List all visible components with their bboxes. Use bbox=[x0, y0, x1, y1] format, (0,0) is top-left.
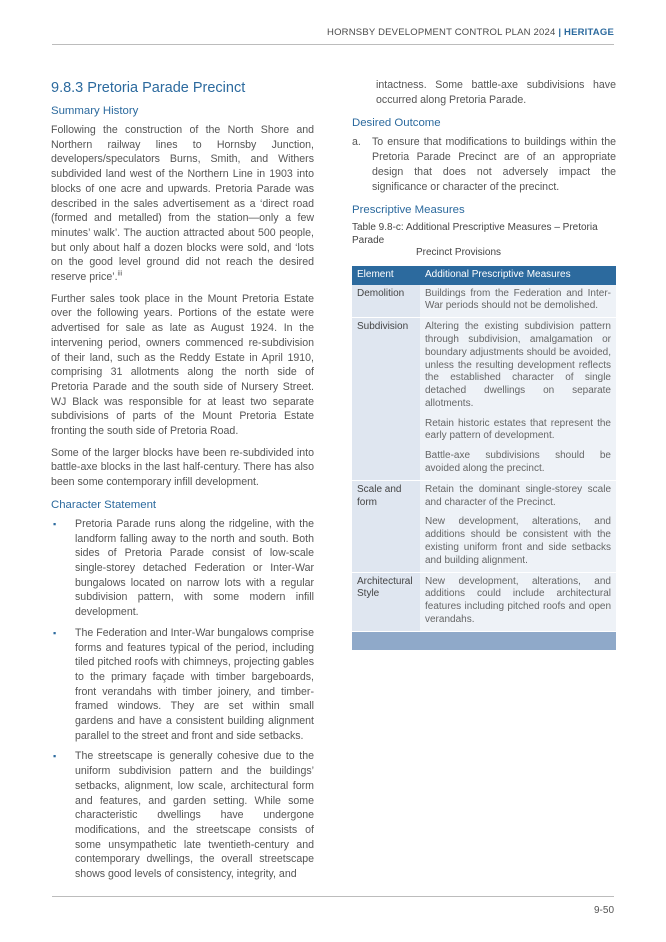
right-column bbox=[352, 78, 616, 651]
table-row bbox=[352, 285, 616, 318]
header-rule bbox=[52, 44, 614, 45]
prescriptive-measures-table bbox=[352, 266, 616, 651]
summary-paragraph-3: Some of the larger blocks have been re-subdivided into battle-axe blocks in the last half-century. There has also been some contemporary infill development. bbox=[51, 446, 314, 489]
element-cell: Subdivision bbox=[352, 318, 420, 481]
measures-cell: Retain the dominant single-storey scale and character of the Precinct. New development, alterations, and additions should be consistent with the existing uniform front and side setbacks and building alignment. bbox=[420, 480, 616, 572]
footer-rule bbox=[52, 896, 614, 897]
table-header-row bbox=[352, 266, 616, 285]
measures-cell: Altering the existing subdivision pattern through subdivision, amalgamation or boundary adjustments should be avoided, unless the resulting development reflects the established character of single detached dwellings on separate allotments. Retain historic estates that represent the early pattern of development. Battle-axe subdivisions should be avoided along the precinct. bbox=[420, 318, 616, 481]
list-item: ▪ The Federation and Inter-War bungalows comprise forms and features typical of the period, including tiled pitched roofs with chimneys, projecting gables to the primary façade with timber bargeboards, front verandahs with timber joinery, and timber-framed windows. They are set within small gardens and have a consistent building alignment parallel to the street and front and side setbacks. bbox=[53, 626, 314, 742]
header-separator: | bbox=[558, 27, 562, 38]
table-footer-row bbox=[352, 631, 616, 650]
section-heading: 9.8.3 Pretoria Parade Precinct bbox=[51, 80, 246, 96]
element-cell: Demolition bbox=[352, 285, 420, 318]
character-bullet-list bbox=[51, 517, 314, 882]
list-item: ▪ The streetscape is generally cohesive due to the uniform subdivision pattern and the buildings’ setbacks, alignment, low scale, architectural form and features, and garden setting. While some characteristic dwellings have undergone modifications, and the streetscape consists of some unsympathetic late twentieth-century and contemporary dwellings, the overall streetscape shows good levels of consistency, integrity, and bbox=[53, 750, 314, 881]
bullet-icon: ▪ bbox=[53, 518, 57, 529]
element-cell: Scale and form bbox=[352, 480, 420, 572]
list-item: ▪ Pretoria Parade runs along the ridgeline, with the landform falling away to the north and south. Both sides of Pretoria Parade consist of low-scale single-storey detached Federation or Inter-War bungalows located on narrow lots with a regular subdivision pattern, with some modern infill development. bbox=[53, 517, 314, 619]
table-row bbox=[352, 318, 616, 481]
section-name: HERITAGE bbox=[564, 27, 614, 38]
list-letter: a. bbox=[352, 136, 361, 149]
bullet-icon: ▪ bbox=[53, 627, 57, 638]
left-column bbox=[51, 78, 314, 888]
desired-outcome-heading: Desired Outcome bbox=[352, 117, 441, 130]
character-statement-heading: Character Statement bbox=[51, 498, 157, 511]
measures-cell: Buildings from the Federation and Inter-War periods should not be demolished. bbox=[420, 285, 616, 318]
summary-history-heading: Summary History bbox=[51, 105, 139, 117]
summary-paragraph-2: Further sales took place in the Mount Pretoria Estate over the following years. Portions of the estate were advertised for sale as late as August 1924. In the intervening period, owners commenced re-subdivision of their land, such as the Reddy Estate in April 1910, comprising 31 allotments along the north side of Pretoria Parade and the south side of Nursery Street. WJ Black was responsible for at least two separate subdivisions of parts of the Mount Pretoria Estate fronting the south side of Pretoria Road. bbox=[51, 292, 314, 438]
prescriptive-measures-heading: Prescriptive Measures bbox=[352, 204, 465, 217]
table-row bbox=[352, 480, 616, 572]
desired-outcome-item: a. To ensure that modifications to buildings within the Pretoria Parade Precinct are of an appropriate design that does not adversely impact the significance or character of the precinct. bbox=[352, 136, 616, 193]
page-header bbox=[327, 27, 614, 38]
bullet-continuation: intactness. Some battle-axe subdivisions have occurred along Pretoria Parade. bbox=[376, 79, 616, 106]
column-header-element: Element bbox=[352, 266, 420, 285]
table-row bbox=[352, 572, 616, 631]
page-number: 9-50 bbox=[593, 905, 614, 916]
summary-paragraph-1: Following the construction of the North Shore and Northern railway lines to Hornsby Junction, developers/speculators Burns, Smith, and Withers subdivided land west of the Northern Line in 1903 into blocks of one acre and upwards. Pretoria Parade was described in the sales advertisement as a ‘direct road (formed and metalled) from the station—only a few minutes’ walk’. The auction attracted about 500 people, but only about half a dozen blocks were sold, and ‘lots on the good level ground did not reach the desired reserve price’.$^{iii}$ bbox=[51, 124, 314, 284]
measures-cell: New development, alterations, and additions could include architectural features including pitched roofs and open verandahs. bbox=[420, 572, 616, 631]
endnote-marker: iii bbox=[117, 270, 123, 278]
bullet-icon: ▪ bbox=[53, 751, 57, 762]
document-title: HORNSBY DEVELOPMENT CONTROL PLAN 2024 bbox=[327, 27, 556, 38]
column-header-measures: Additional Prescriptive Measures bbox=[420, 266, 616, 285]
element-cell: Architectural Style bbox=[352, 572, 420, 631]
table-caption: Table 9.8-c: Additional Prescriptive Measures – Pretoria Parade Precinct Provisions bbox=[352, 222, 598, 259]
